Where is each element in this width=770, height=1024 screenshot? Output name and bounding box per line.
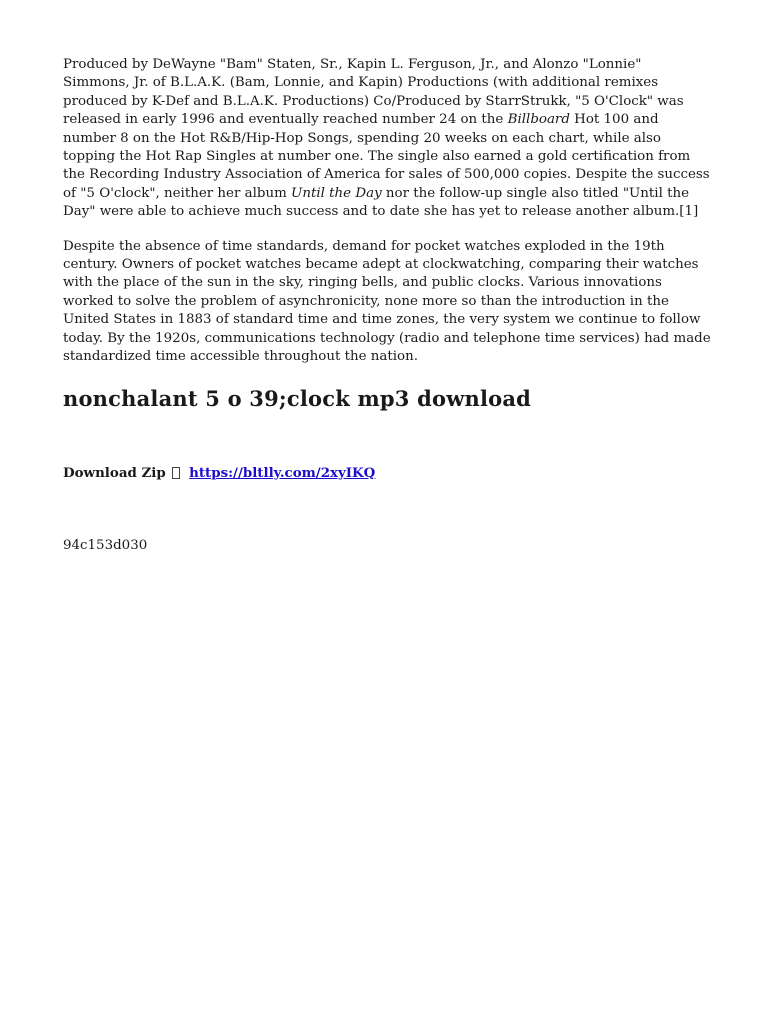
hash-code: 94c153d030 — [63, 537, 148, 553]
paragraph-production-text-1: Produced by DeWayne "Bam" Staten, Sr., Kapin L. Ferguson, Jr., and Alonzo "Lonnie" Simmons, Jr. of B.L.A.K. (Bam, Lonnie, and Kapin) Productions (with additional remixes produced by K-Def and B.L.A.K. Productions) Co/Produced by StarrStrukk, "5 O'Clock" was released in early 1996 and eventually reached number 24 on the — [63, 57, 684, 128]
paragraph-production-text-3: nor the follow-up single also titled "Until the Day" were able to achieve much success and to date she has yet to release another album.[1] — [63, 185, 699, 220]
download-label: Download Zip — [63, 464, 166, 481]
paragraph-pocket-watches: Despite the absence of time standards, demand for pocket watches exploded in the 19th century. Owners of pocket watches became adept at clockwatching, comparing their watches with the place of the sun in the sky, ringing bells, and public clocks. Various innovations worked to solve the problem of asynchronicity, none more so than the introduction in the United States in 1883 of standard time and time zones, the very system we continue to follow today. By the 1920s, communications technology (radio and telephone time services) had made standardized time accessible throughout the nation. — [63, 238, 711, 365]
album-title-italic: Until the Day — [291, 185, 382, 201]
download-line — [63, 464, 711, 482]
missing-glyph-icon — [172, 467, 180, 479]
paragraph-production-text-2: Hot 100 and number 8 on the Hot R&B/Hip-Hop Songs, spending 20 weeks on each chart, while also topping the Hot Rap Singles at number one. The single also earned a gold certification from the Recording Industry Association of America for sales of 500,000 copies. Despite the success of "5 O'clock", neither her album — [63, 112, 710, 201]
document-body — [63, 56, 711, 555]
download-link[interactable]: https://bltlly.com/2xyIKQ — [189, 464, 376, 481]
billboard-italic: Billboard — [507, 112, 570, 128]
page-heading: nonchalant 5 o 39;clock mp3 download — [63, 385, 532, 411]
paragraph-production — [63, 56, 711, 222]
